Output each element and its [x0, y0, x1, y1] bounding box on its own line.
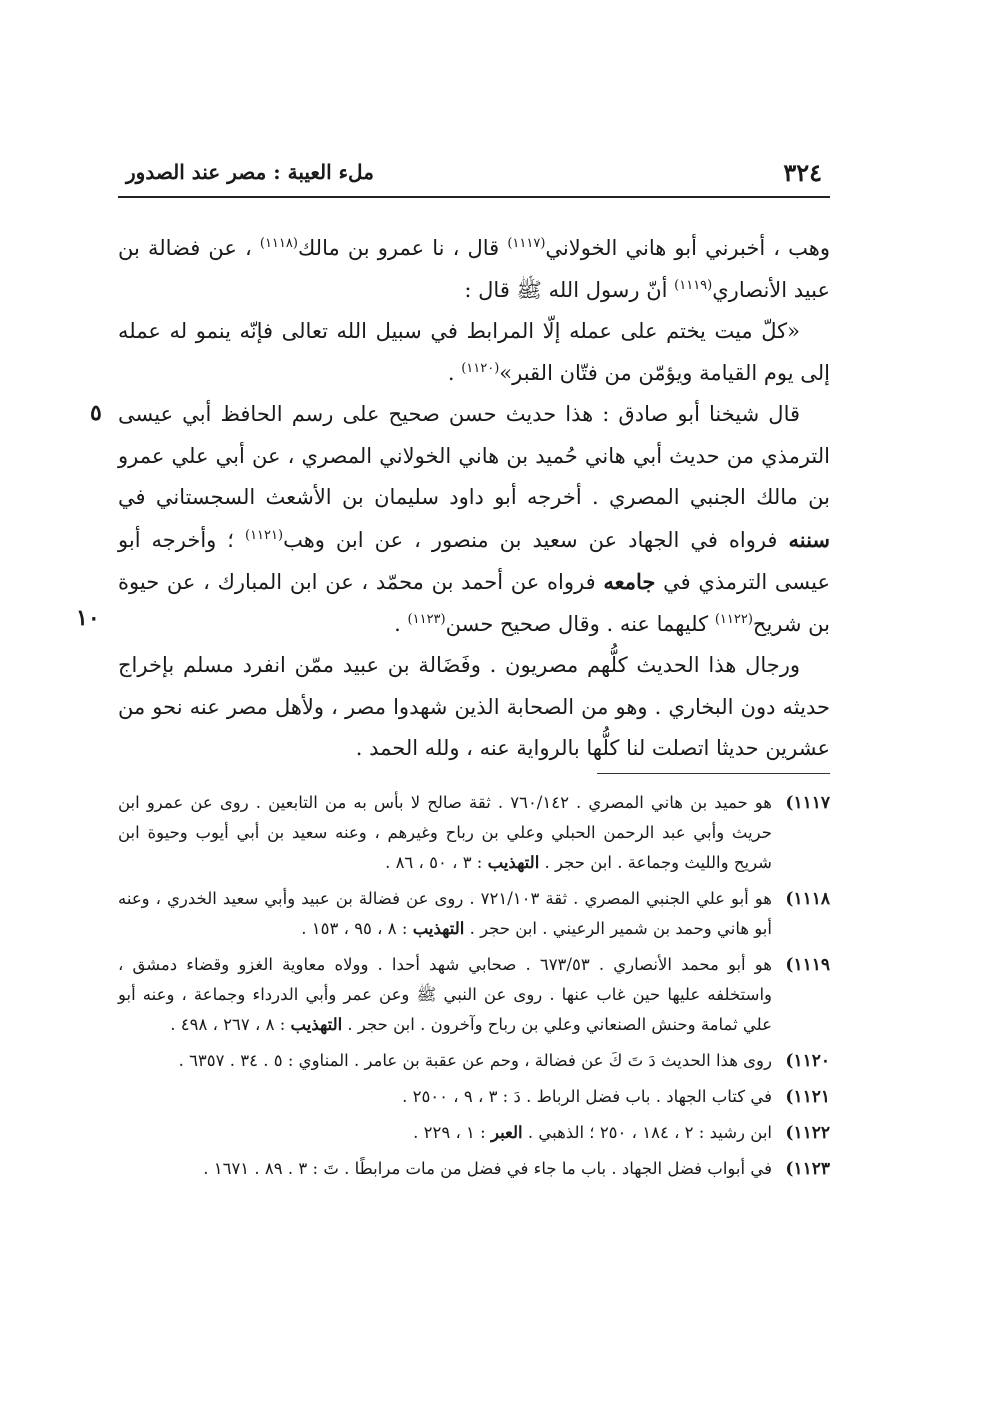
header-rule [118, 196, 830, 198]
text-run: كليهما عنه . وقال صحيح حسن [445, 611, 715, 636]
running-header [118, 158, 830, 194]
footnote-text [118, 950, 772, 1040]
text-run: قال ، نا عمرو بن مالك [297, 236, 508, 260]
text-run: قال شيخنا أبو صادق : هذا حديث حسن صحيح على رسم الحافظ أبي عيسى الترمذي من حديث أبي هاني حُميد بن هاني الخولاني المصري ، عن أبي علي عمرو بن مالك الجنبي المصري . أخرجه أبو داود سليمان بن الأشعث السجستاني في [118, 402, 830, 509]
footnote-1117 [118, 788, 830, 878]
text-run: في أبواب فضل الجهاد . باب ما جاء في فضل من مات مرابطًا . تَ : ٣ . ٨٩ . ١٦٧١ . [203, 1159, 772, 1178]
footnote-1123 [118, 1154, 830, 1184]
text-run: . [394, 611, 408, 636]
footnote-number: ١١١٨) [785, 889, 830, 909]
margin-line-number-10: ١٠ [76, 605, 100, 631]
footnote-text [118, 1118, 772, 1148]
text-run: أنّ رسول الله ﷺ قال : [464, 277, 675, 302]
page-number: ٣٢٤ [783, 158, 822, 187]
footnote-1122 [118, 1118, 830, 1148]
footnote-ref[interactable]: (١١٢٣) [407, 611, 446, 627]
text-run: ؛ وأخرجه أبو عيسى الترمذي في [118, 527, 831, 594]
footnote-1118 [118, 884, 830, 944]
text-run: . [447, 360, 462, 385]
book-title: العبر [490, 1123, 523, 1142]
footnote-text [118, 1082, 772, 1112]
footnote-ref[interactable]: (١١٢٢) [714, 611, 753, 627]
footnote-separator [597, 773, 830, 774]
footnote-number: ١١١٧) [785, 793, 830, 813]
footnote-ref[interactable]: (١١١٧) [507, 236, 546, 251]
book-title: التهذيب [412, 919, 465, 938]
footnote-text [118, 884, 772, 944]
text-run: هو أبو علي الجنبي المصري . ثقة ٧٢١/١٠٣ . روى عن فضالة بن عبيد وأبي سعيد الخدري ، وعنه أبو هاني وحمد بن شمير الرعيني . ابن حجر . [118, 889, 772, 938]
text-run: في كتاب الجهاد . باب فضل الرباط . دَ : ٣ ، ٩ ، ٢٥٠٠ . [402, 1087, 772, 1106]
footnote-text [118, 1154, 772, 1184]
footnote-number: ١١٢٠) [785, 1051, 830, 1071]
book-title-sunan: سننه [788, 526, 831, 552]
text-run: ورجال هذا الحديث كلُّهم مصريون . وفَضَالة بن عبيد ممّن انفرد مسلم بإخراج حديثه دون البخاري . وهو من الصحابة الذين شهدوا مصر ، ولأهل مصر عنه نحو من عشرين حديثا اتصلت لنا كلُّها بالرواية عنه ، ولله الحمد . [118, 653, 830, 760]
footnote-number: ١١١٩) [785, 955, 830, 975]
text-run: وهب ، أخبرني أبو هاني الخولاني [545, 236, 830, 260]
margin-line-number-5: ٥ [90, 400, 102, 426]
footnote-ref[interactable]: (١١٢١) [245, 527, 284, 543]
text-run: ابن رشيد : ٢ ، ١٨٤ ، ٢٥٠ ؛ الذهبي . [522, 1123, 772, 1142]
text-run: ، عن فضالة بن عبيد الأنصاري [118, 236, 830, 302]
main-text [118, 228, 830, 770]
footnote-1119 [118, 950, 830, 1040]
footnote-1120 [118, 1046, 830, 1076]
footnote-number: ١١٢٢) [785, 1123, 830, 1143]
text-run: هو حميد بن هاني المصري . ٧٦٠/١٤٢ . ثقة صالح لا بأس به من التابعين . روى عن عمرو ابن حريث وأبي عبد الرحمن الحبلي وعلي بن رباح وغيرهم ، وعنه سعيد بن أبي أيوب وحيوة ابن شريح والليث وجماعة . ابن حجر . [118, 793, 772, 872]
footnote-number: ١١٢١) [785, 1087, 830, 1107]
footnote-text [118, 788, 772, 878]
book-title-jami: جامعه [603, 569, 656, 594]
text-run: : ٨ ، ٢٦٧ ، ٤٩٨ . [170, 1015, 291, 1034]
running-title: ملء العيبة : مصر عند الصدور [126, 160, 374, 184]
footnote-ref[interactable]: (١١١٩) [674, 277, 713, 293]
paragraph-4 [118, 645, 830, 770]
text-run: : ١ ، ٢٢٩ . [413, 1123, 491, 1142]
footnote-1121 [118, 1082, 830, 1112]
text-run: روى هذا الحديث دَ تَ كَ عن فضالة ، وحم عن عقبة بن عامر . المناوي : ٥ . ٣٤ . ٦٣٥٧ . [178, 1051, 772, 1070]
text-run: : ٨ ، ٩٥ ، ١٥٣ . [301, 919, 413, 938]
paragraph-2-hadith [118, 311, 830, 394]
footnote-ref[interactable]: (١١٢٠) [461, 360, 500, 376]
text-run: هو أبو محمد الأنصاري . ٦٧٣/٥٣ . صحابي شهد أحدا . وولاه معاوية الغزو وقضاء دمشق ، واستخلفه عليها حين غاب عنها . روى عن النبي ﷺ وعن عمر وأبي الدرداء وجماعة ، وعنه أبو علي ثمامة وحنش الصنعاني وعلي بن رباح وآخرون . ابن حجر . [118, 955, 772, 1034]
paragraph-3 [118, 394, 830, 645]
footnote-ref[interactable]: (١١١٨) [259, 236, 298, 251]
footnote-text [118, 1046, 772, 1076]
text-run: فرواه عن أحمد بن محمّد ، عن ابن المبارك ، عن حيوة بن شريح [118, 570, 830, 636]
text-run: : ٣ ، ٥٠ ، ٨٦ . [385, 853, 488, 872]
book-title: التهذيب [487, 853, 540, 872]
book-title: التهذيب [290, 1015, 343, 1034]
text-run: «كلّ ميت يختم على عمله إلّا المرابط في سبيل الله تعالى فإنّه ينمو له عمله إلى يوم القيامة ويؤمّن من فتّان القبر» [118, 319, 830, 385]
footnotes [118, 788, 830, 1190]
footnote-number: ١١٢٣) [785, 1159, 830, 1179]
text-run: فرواه في الجهاد عن سعيد بن منصور ، عن ابن وهب [283, 527, 789, 552]
paragraph-1 [118, 228, 830, 311]
